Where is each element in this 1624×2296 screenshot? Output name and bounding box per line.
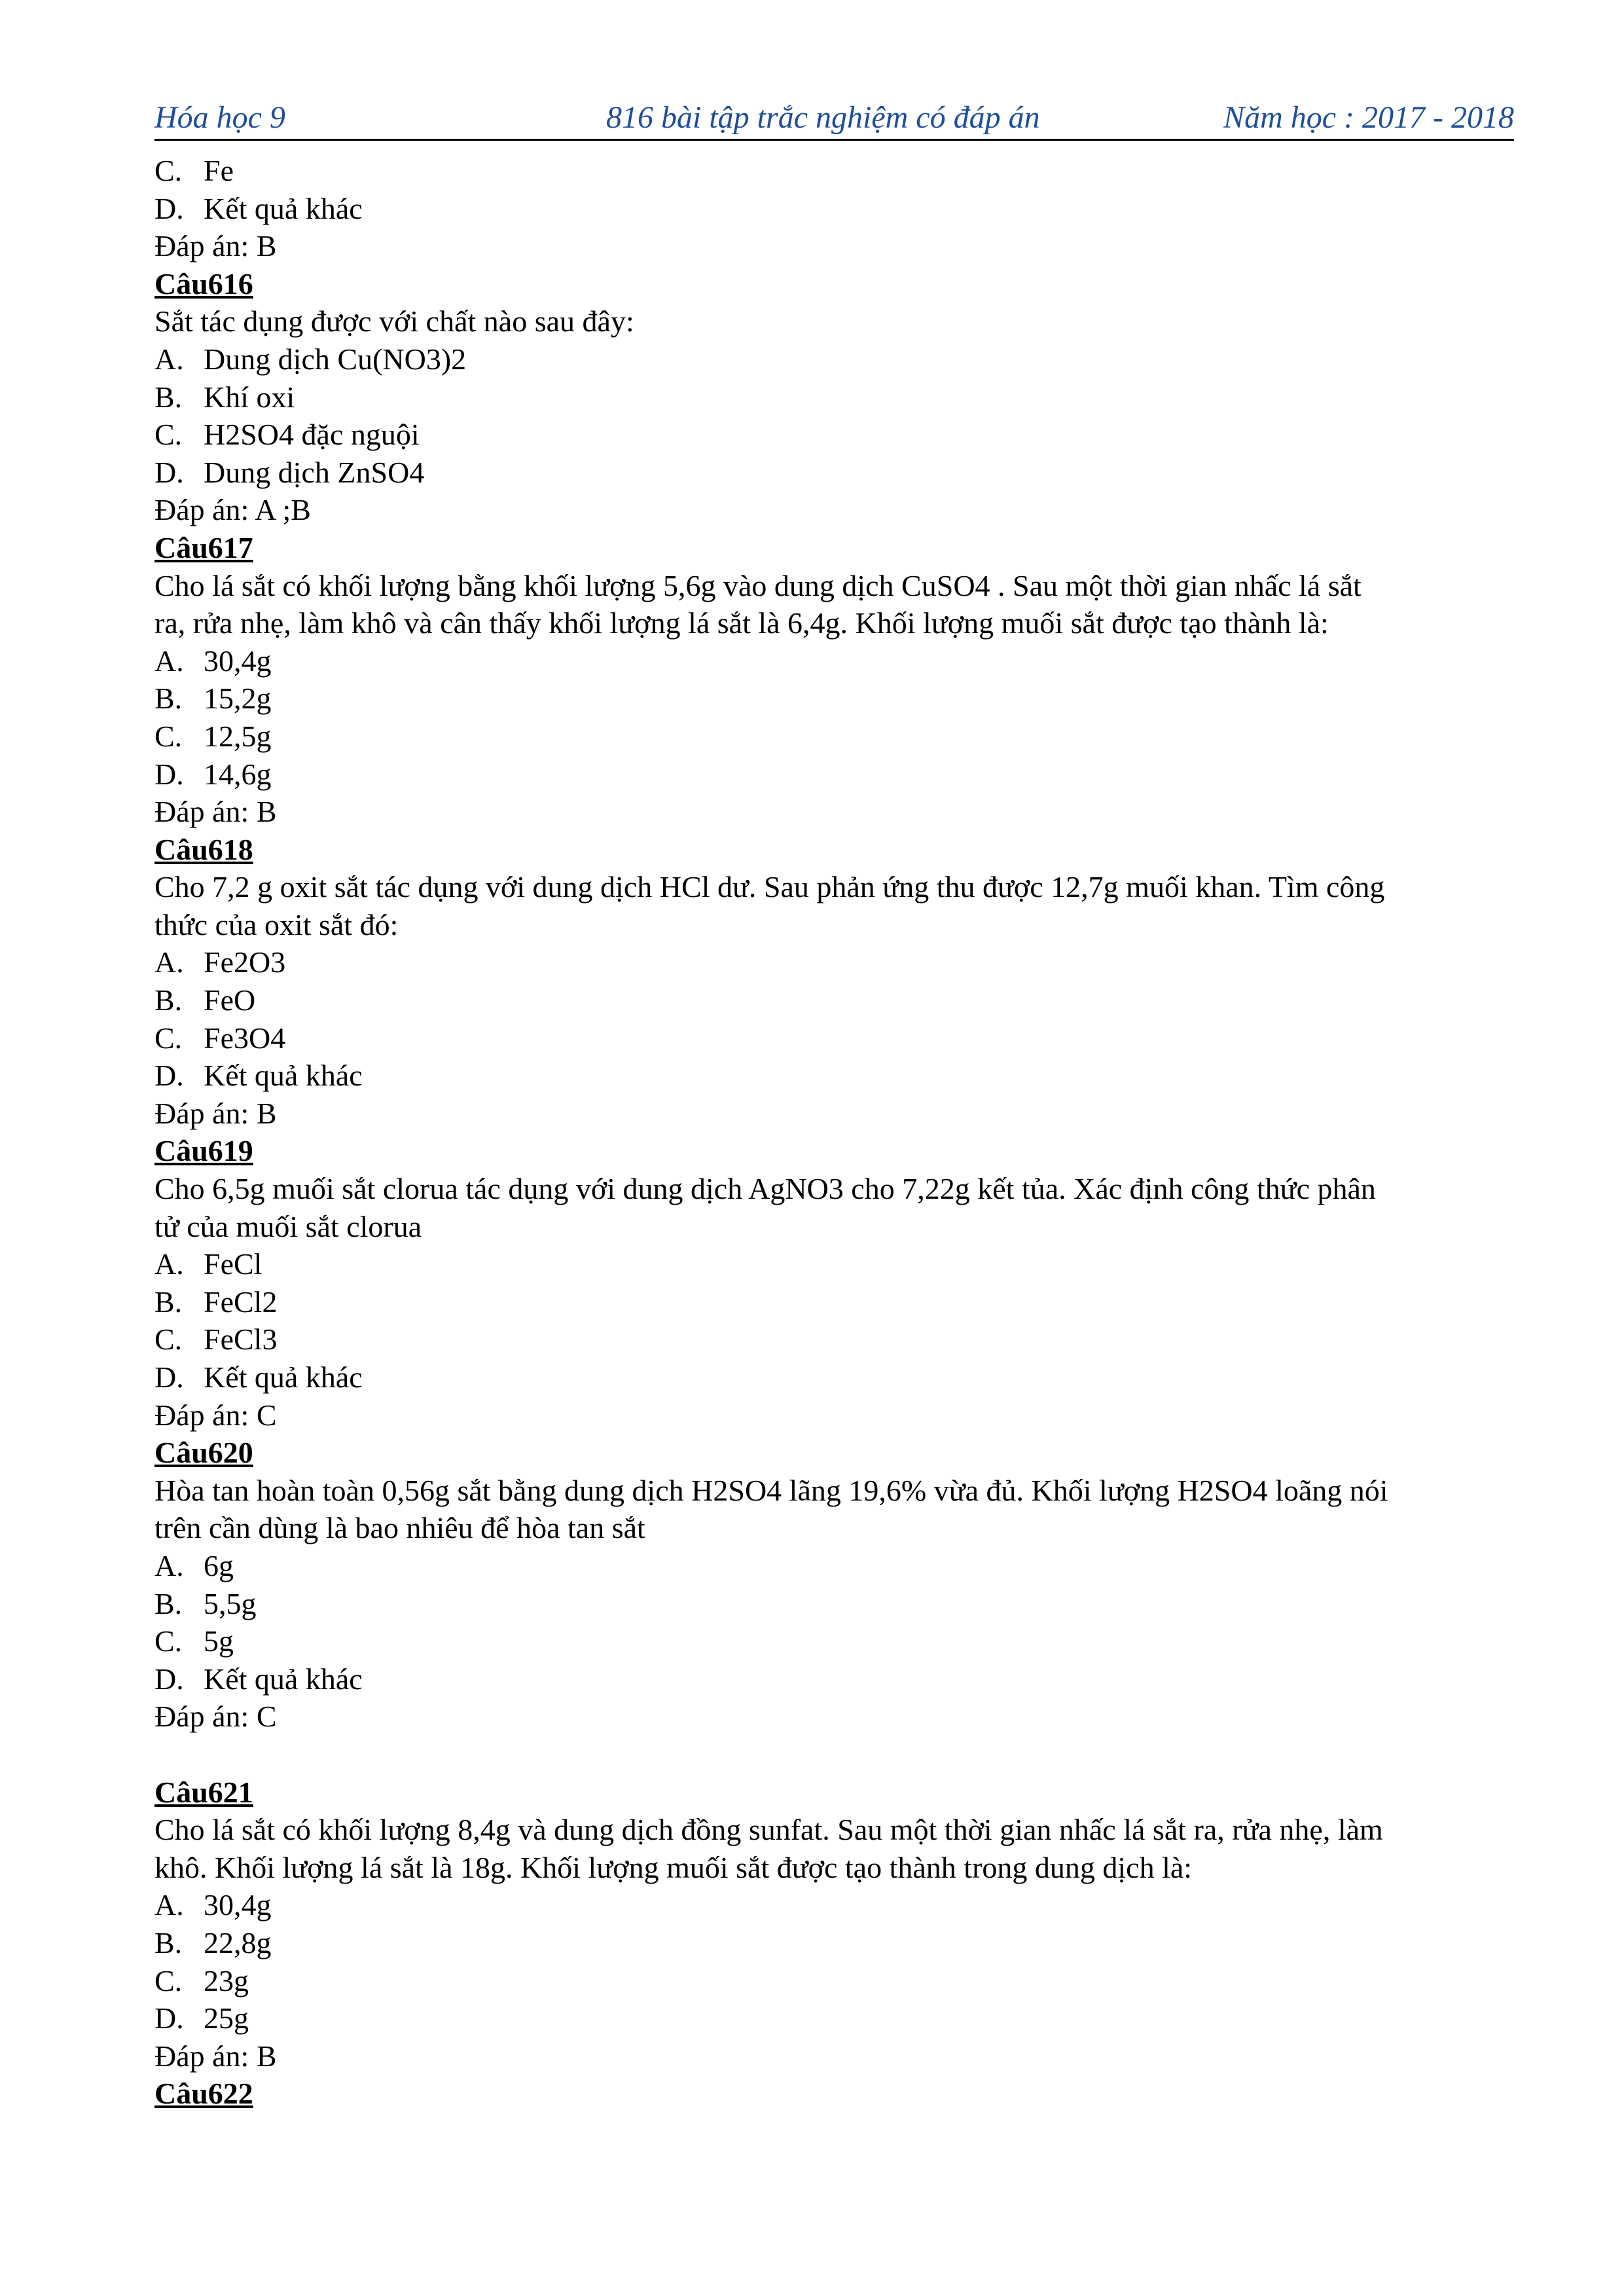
option-line [154,454,1514,492]
option-text: Dung dịch Cu(NO3)2 [204,342,467,376]
answer-line: Đáp án: A ;B [154,493,311,527]
option-label: A. [154,945,184,979]
question-text: Cho 6,5g muối sắt clorua tác dụng với dung dịch AgNO3 cho 7,22g kết tủa. Xác định công thức phân [154,1172,1376,1206]
option-label: B. [154,983,183,1017]
option-text: Fe3O4 [204,1021,286,1055]
option-line [154,152,1514,190]
option-label: A. [154,1247,184,1281]
question-text: Sắt tác dụng được với chất nào sau đây: [154,304,634,338]
question-title: Câu620 [154,1436,253,1470]
answer-line: Đáp án: B [154,795,277,829]
option-text: Khí oxi [204,380,295,414]
header-subject: Hóa học 9 [154,100,285,135]
option-line [154,1924,1514,1962]
header-school-year: Năm học : 2017 - 2018 [1223,100,1514,135]
option-text: Dung dịch ZnSO4 [204,455,425,489]
option-line [154,416,1514,454]
option-text: Kết quả khác [204,191,363,225]
question-title-line [154,2075,1514,2113]
answer-line: Đáp án: B [154,1096,277,1130]
option-line [154,981,1514,1019]
option-text: FeO [204,983,256,1017]
option-line [154,340,1514,378]
option-label: A. [154,1548,184,1582]
option-line [154,642,1514,680]
question-title-line [154,265,1514,303]
option-label: D. [154,1059,184,1093]
option-text: Kết quả khác [204,1662,363,1696]
question-text: Hòa tan hoàn toàn 0,56g sắt bằng dung dịch H2SO4 lãng 19,6% vừa đủ. Khối lượng H2SO4 loãng nói [154,1473,1388,1507]
option-line [154,1321,1514,1358]
header-title: 816 bài tập trắc nghiệm có đáp án [606,100,1040,135]
option-text: FeCl3 [204,1322,278,1357]
question-text: tử của muối sắt clorua [154,1209,422,1243]
question-title-line [154,1132,1514,1170]
option-line [154,1999,1514,2037]
option-line [154,1019,1514,1057]
document-body [154,152,1514,2113]
option-text: 25g [204,2001,249,2035]
page-header [154,97,1514,141]
question-title: Câu619 [154,1134,253,1168]
option-line [154,1886,1514,1924]
option-text: Fe [204,154,234,187]
option-label: C. [154,1624,183,1658]
option-label: B. [154,1285,183,1319]
question-block [154,1774,1514,2075]
option-text: Kết quả khác [204,1059,363,1093]
question-text: Cho lá sắt có khối lượng 8,4g và dung dịch đồng sunfat. Sau một thời gian nhấc lá sắt ra, rửa nhẹ, làm [154,1813,1383,1847]
question-title: Câu616 [154,266,253,301]
option-text: 5,5g [204,1586,257,1620]
option-text: Kết quả khác [204,1360,363,1394]
option-text: FeCl [204,1247,262,1281]
answer-line: Đáp án: B [154,229,277,263]
question-title: Câu621 [154,1775,253,1809]
option-text: FeCl2 [204,1285,278,1319]
option-text: 23g [204,1963,249,1997]
option-line [154,1283,1514,1321]
option-text: Fe2O3 [204,945,286,979]
option-label: D. [154,455,184,489]
option-text: 5g [204,1624,234,1658]
question-title: Câu622 [154,2077,253,2111]
option-label: D. [154,1360,184,1394]
option-label: D. [154,757,184,791]
question-block [154,831,1514,1133]
question-block [154,2075,1514,2113]
option-line [154,1660,1514,1698]
option-line [154,1057,1514,1095]
option-line [154,1962,1514,2000]
option-line [154,756,1514,793]
option-line [154,1585,1514,1623]
option-label: C. [154,1963,183,1997]
option-text: 6g [204,1548,234,1582]
option-label: D. [154,2001,184,2035]
question-block [154,1132,1514,1434]
question-text: ra, rửa nhẹ, làm khô và cân thấy khối lượng lá sắt là 6,4g. Khối lượng muối sắt được tạo thành là: [154,606,1329,640]
question-title-line [154,831,1514,869]
option-line [154,943,1514,981]
option-label: B. [154,1925,183,1959]
option-label: C. [154,1021,183,1055]
option-label: A. [154,644,184,678]
option-label: D. [154,1662,184,1696]
question-text: trên cần dùng là bao nhiêu để hòa tan sắt [154,1511,645,1545]
question-text: khô. Khối lượng lá sắt là 18g. Khối lượng muối sắt được tạo thành trong dung dịch là: [154,1850,1193,1884]
option-line [154,1245,1514,1283]
question-block [154,529,1514,831]
answer-line: Đáp án: B [154,2039,277,2073]
option-label: A. [154,1888,184,1922]
option-line [154,1622,1514,1660]
option-text: 15,2g [204,682,272,716]
question-text: Cho 7,2 g oxit sắt tác dụng với dung dịch HCl dư. Sau phản ứng thu được 12,7g muối khan. Tìm công [154,870,1385,904]
option-line [154,718,1514,756]
question-title: Câu618 [154,832,253,866]
question-title-line [154,1434,1514,1472]
answer-line: Đáp án: C [154,1700,277,1734]
option-text: 12,5g [204,719,272,753]
option-label: C. [154,719,183,753]
question-title-line [154,1774,1514,1812]
question-text: thức của oxit sắt đó: [154,907,399,941]
option-label: A. [154,342,184,376]
option-label: B. [154,380,183,414]
option-line [154,1358,1514,1396]
option-label: D. [154,191,184,225]
option-line [154,680,1514,718]
option-text: 22,8g [204,1925,272,1959]
question-text: Cho lá sắt có khối lượng bằng khối lượng 5,6g vào dung dịch CuSO4 . Sau một thời gian nhấc lá sắt [154,568,1362,602]
question-list [154,265,1514,2113]
question-block [154,265,1514,529]
question-block [154,1434,1514,1736]
option-text: 14,6g [204,757,272,791]
question-title: Câu617 [154,530,253,564]
option-line [154,190,1514,228]
option-line [154,378,1514,416]
option-label: B. [154,1586,183,1620]
option-text: H2SO4 đặc nguội [204,418,420,452]
option-text: 30,4g [204,644,272,678]
answer-line: Đáp án: C [154,1398,277,1432]
option-label: C. [154,154,183,187]
blank-line [154,1736,1514,1774]
option-text: 30,4g [204,1888,272,1922]
option-label: C. [154,418,183,452]
option-label: C. [154,1322,183,1357]
option-line [154,1547,1514,1585]
option-label: B. [154,682,183,716]
question-title-line [154,529,1514,567]
